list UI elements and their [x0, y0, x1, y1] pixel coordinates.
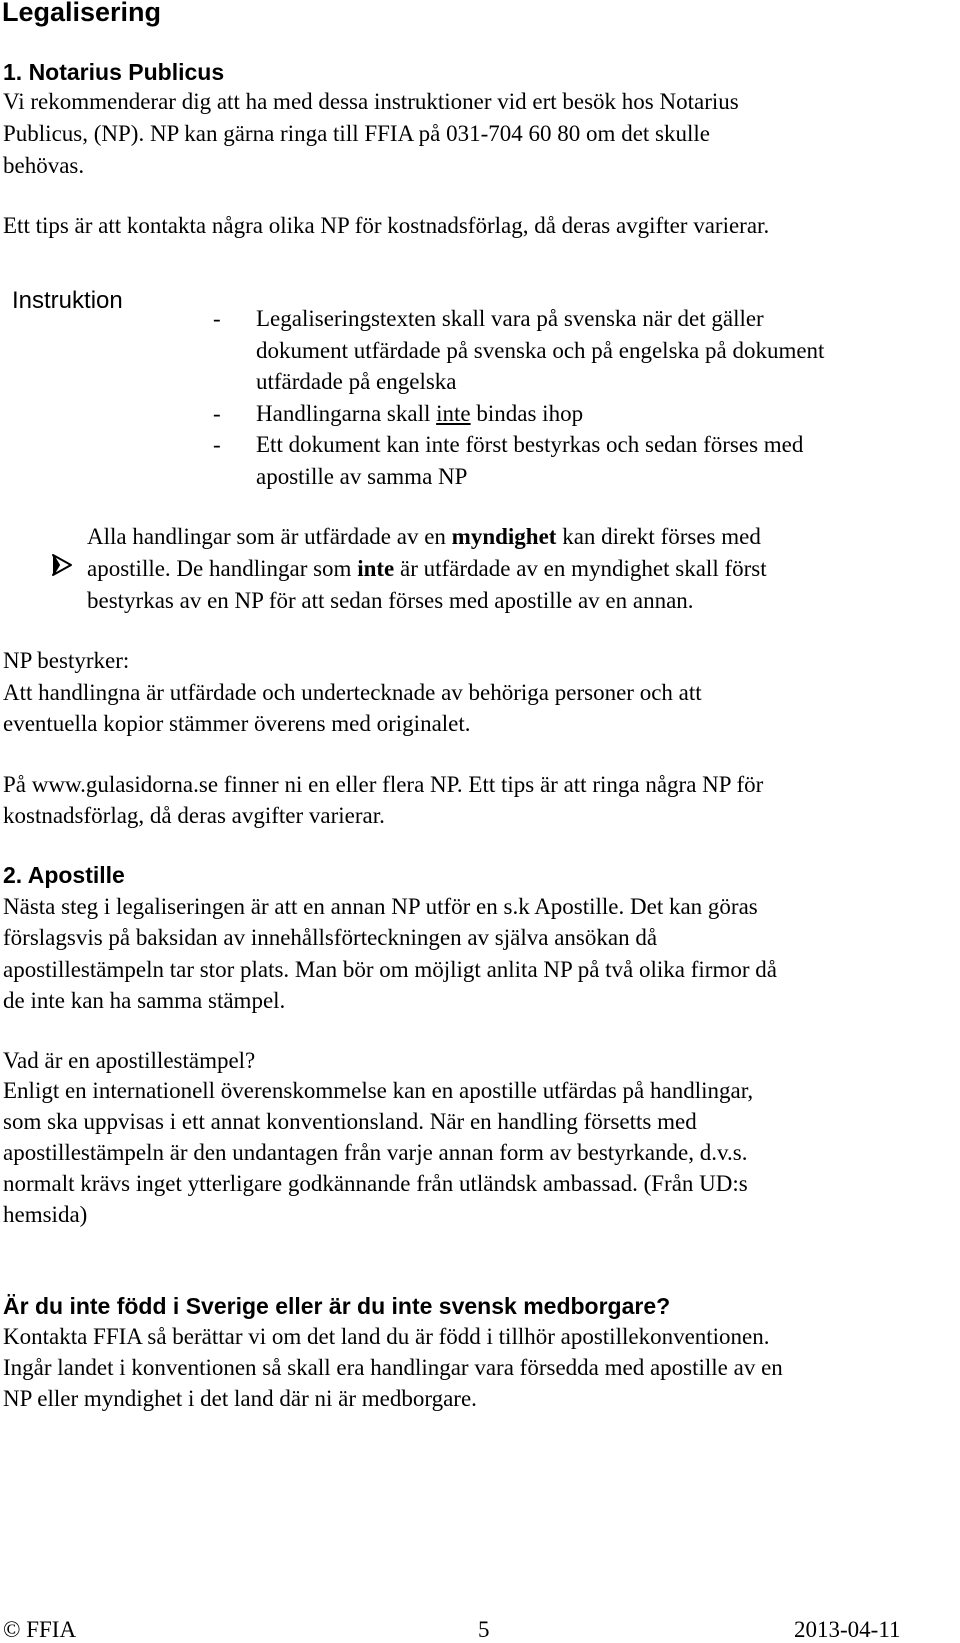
intro-line-1: Vi rekommenderar dig att ha med dessa instruktioner vid ert besök hos Notarius	[3, 89, 739, 114]
arrow-item-l1-after: kan direkt förses med	[556, 524, 761, 549]
section-heading-not-born-in-sweden: Är du inte född i Sverige eller är du inte svensk medborgare?	[3, 1293, 671, 1319]
arrow-item-l1-before: Alla handlingar som är utfärdade av en	[87, 524, 452, 549]
bullet-2-text-before: Handlingarna skall	[256, 401, 437, 426]
footer-date: 2013-04-11	[794, 1617, 901, 1642]
bullet-2-text-after: bindas ihop	[470, 401, 584, 426]
bullet-1-line-3: utfärdade på engelska	[256, 369, 457, 394]
bullet-2-underlined-word: inte	[436, 401, 471, 426]
intro-line-2: Publicus, (NP). NP kan gärna ringa till FFIA på 031-704 60 80 om det skulle	[3, 121, 710, 146]
instruction-label: Instruktion	[12, 287, 123, 314]
arrow-item-line-1	[87, 521, 761, 553]
np-bestyrker-line-1: Att handlingna är utfärdade och undertecknade av behöriga personer och att	[3, 680, 702, 705]
apostille-answer-line-3: apostillestämpeln är den undantagen från varje annan form av bestyrkande, d.v.s.	[3, 1140, 748, 1165]
apostille-line-3: apostillestämpeln tar stor plats. Man bör om möjligt anlita NP på två olika firmor då	[3, 957, 777, 982]
apostille-line-4: de inte kan ha samma stämpel.	[3, 988, 286, 1013]
page-title: Legalisering	[2, 0, 162, 27]
gulasidorna-line-2: kostnadsförlag, då deras avgifter varierar.	[3, 803, 385, 828]
intro-line-3: behövas.	[3, 153, 85, 178]
not-born-line-3: NP eller myndighet i det land där ni är medborgare.	[3, 1386, 477, 1411]
footer-page-number: 5	[478, 1617, 490, 1642]
arrow-item-l2-after: är utfärdade av en myndighet skall först	[394, 556, 767, 581]
arrow-item-l2-before: apostille. De handlingar som	[87, 556, 358, 581]
bullet-dash-2: -	[213, 401, 221, 426]
bullet-2-line	[256, 398, 583, 430]
apostille-answer-line-1: Enligt en internationell överenskommelse kan en apostille utfärdas på handlingar,	[3, 1078, 754, 1103]
arrow-item-l1-bold: myndighet	[451, 524, 557, 549]
footer-copyright: © FFIA	[3, 1617, 77, 1642]
arrow-item-line-3: bestyrkas av en NP för att sedan förses med apostille av en annan.	[87, 588, 694, 613]
apostille-answer-line-5: hemsida)	[3, 1202, 88, 1227]
bullet-dash-1: -	[213, 306, 221, 331]
apostille-answer-line-4: normalt krävs inget ytterligare godkännande från utländsk ambassad. (Från UD:s	[3, 1171, 748, 1196]
section-heading-apostille: 2. Apostille	[3, 862, 125, 888]
bullet-dash-3: -	[213, 432, 221, 457]
np-bestyrker-line-2: eventuella kopior stämmer överens med originalet.	[3, 711, 471, 736]
bullet-1-line-2: dokument utfärdade på svenska och på engelska på dokument	[256, 338, 825, 363]
arrow-item-line-2	[87, 553, 767, 585]
tip-line: Ett tips är att kontakta några olika NP för kostnadsförlag, då deras avgifter varierar.	[3, 213, 770, 238]
gulasidorna-line-1: På www.gulasidorna.se finner ni en eller flera NP. Ett tips är att ringa några NP för	[3, 772, 764, 797]
apostille-line-2: förslagsvis på baksidan av innehållsförteckningen av själva ansökan då	[3, 925, 658, 950]
bullet-1-line-1: Legaliseringstexten skall vara på svenska när det gäller	[256, 306, 764, 331]
not-born-line-2: Ingår landet i konventionen så skall era handlingar vara försedda med apostille av en	[3, 1355, 783, 1380]
bullet-3-line-1: Ett dokument kan inte först bestyrkas och sedan förses med	[256, 432, 804, 457]
arrow-item-l2-bold: inte	[357, 556, 395, 581]
arrow-bullet-icon	[50, 553, 74, 577]
apostille-question: Vad är en apostillestämpel?	[3, 1048, 256, 1073]
apostille-answer-line-2: som ska uppvisas i ett annat konventionsland. När en handling försetts med	[3, 1109, 697, 1134]
not-born-line-1: Kontakta FFIA så berättar vi om det land du är född i tillhör apostillekonventionen.	[3, 1324, 770, 1349]
apostille-line-1: Nästa steg i legaliseringen är att en annan NP utför en s.k Apostille. Det kan göras	[3, 894, 758, 919]
np-bestyrker-label: NP bestyrker:	[3, 648, 130, 673]
bullet-3-line-2: apostille av samma NP	[256, 464, 468, 489]
section-heading-notarius: 1. Notarius Publicus	[3, 59, 225, 85]
